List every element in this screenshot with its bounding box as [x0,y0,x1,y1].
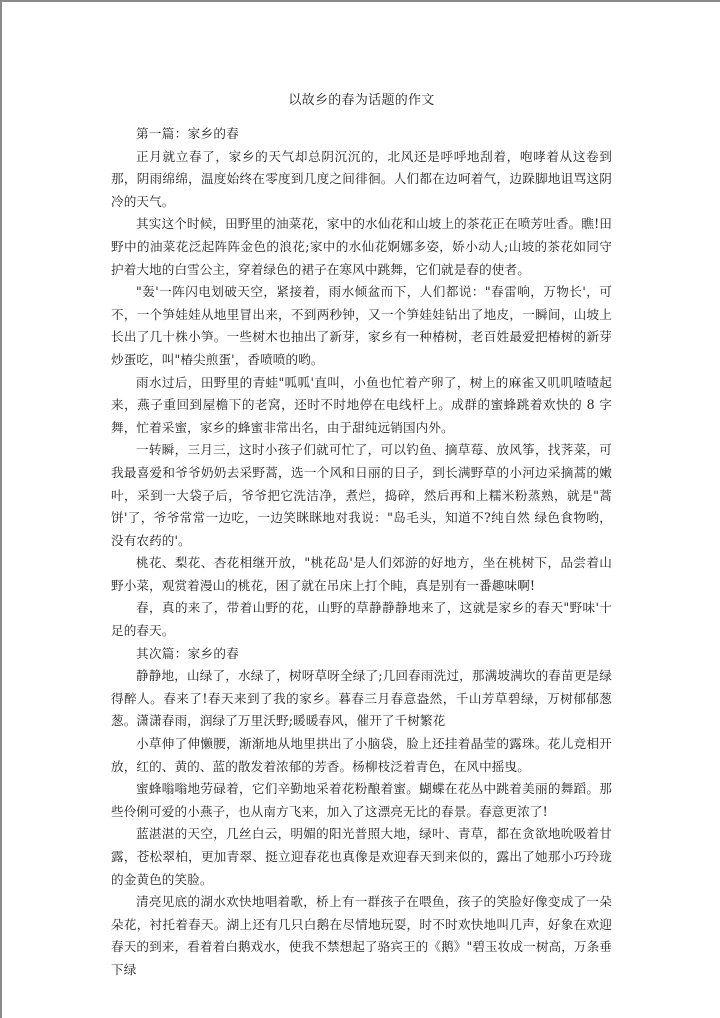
paragraph: 雨水过后，田野里的青蛙"呱呱'直叫，小鱼也忙着产卵了，树上的麻雀又叽叽喳喳起来，燕子重回到屋檐下的老窝，还时不时地停在电线杆上。成群的蜜蜂跳着欢快的 8 字舞，忙着采蜜，家乡的蜂蜜非常出名，由于甜纯远销国内外。 [111,374,612,435]
section-heading: 其次篇：家乡的春 [136,645,240,661]
paragraph: 静静地，山绿了，水绿了，树呀草呀全绿了;几回春雨洗过，那满坡满坎的春苗更是绿得醉人。春来了!春天来到了我的家乡。暮春三月春意盎然，千山芳草碧绿，万树郁郁葱葱。潇潇春雨，润绿了万里沃野;暖暖春风，催开了千树繁花 [111,668,612,729]
paragraph: 清亮见底的湖水欢快地唱着歌，桥上有一群孩子在喂鱼，孩子的笑脸好像变成了一朵朵花，衬托着春天。湖上还有几只白鹅在尽情地玩耍，时不时欢快地叫几声，好象在欢迎春天的到来，看着着白鹅戏水，使我不禁想起了骆宾王的《鹅》"碧玉妆成一树高，万条垂下绿 [111,894,612,977]
paragraph: 蓝湛湛的天空，几丝白云，明媚的阳光普照大地，绿叶、青草，都在贪欲地吮吸着甘露，苍松翠柏，更加青翠、挺立迎春花也真像是欢迎春天到来似的，露出了她那小巧玲珑的金黄色的笑脸。 [111,826,612,887]
document-title: 以故乡的春为话题的作文 [288,93,435,108]
paragraph: "轰'一阵闪电划破天空，紧接着，雨水倾盆而下，人们都说："春雷响，万物长'，可不，一个笋娃娃从地里冒出来，不到两秒钟，又一个笋娃娃钻出了地皮，一瞬间，山坡上长出了几十株小笋。一些树木也抽出了新芽，家乡有一种椿树，老百姓最爱把椿树的新芽炒蛋吃，叫"椿尖煎蛋'，香喷喷的哟。 [111,284,612,367]
paragraph: 桃花、梨花、杏花相继开放，"桃花岛'是人们郊游的好地方，坐在桃树下，品尝着山野小菜，观赏着漫山的桃花，困了就在吊床上打个盹，真是别有一番趣味啊! [111,555,612,593]
paragraph: 春，真的来了，带着山野的花，山野的草静静静地来了，这就是家乡的春天"野味'十足的春天。 [111,600,612,639]
paragraph: 一转瞬，三月三，这时小孩子们就可忙了，可以钓鱼、摘草莓、放风筝，找荠菜，可我最喜爱和爷爷奶奶去采野蒿，选一个风和日丽的日子，到长满野草的小河边采摘蒿的嫩叶，采到一大袋子后，爷爷把它洗洁净，煮烂，捣碎，然后再和上糯米粉蒸熟，就是"蒿饼'了，爷爷常常一边吃，一边笑眯眯地对我说："岛毛头，知道不?纯自然 绿色食物哟，没有农药的'。 [111,442,612,548]
section-2 [111,643,612,982]
section-heading: 第一篇：家乡的春 [136,126,240,141]
paragraph: 正月就立春了，家乡的天气却总阴沉沉的，北风还是呼呼地刮着，咆哮着从这卷到那，阴雨绵绵，温度始终在零度到几度之间徘徊。人们都在边呵着气，边跺脚地诅骂这阴冷的天气。 [111,148,612,209]
paragraph: 小草伸了伸懒腰，渐渐地从地里拱出了小脑袋，脸上还挂着晶莹的露珠。花儿竞相开放，红的、黄的、蓝的散发着浓郁的芳香。杨柳枝泛着青色，在风中摇曳。 [111,736,612,774]
paragraph: 其实这个时候，田野里的油菜花，家中的水仙花和山坡上的茶花正在喷芳吐香。瞧!田野中的油菜花泛起阵阵金色的浪花;家中的水仙花婀娜多姿，娇小动人;山坡的茶花如同守护着大地的白雪公主，穿着绿色的裙子在寒风中跳舞，它们就是春的使者。 [111,216,612,277]
document-page [111,91,612,982]
section-1 [111,123,612,643]
paragraph: 蜜蜂嗡嗡地劳碌着，它们辛勤地采着花粉酿着蜜。蝴蝶在花丛中跳着美丽的舞蹈。那些伶俐可爱的小燕子，也从南方飞来，加入了这漂亮无比的春景。春意更浓了! [111,781,612,819]
